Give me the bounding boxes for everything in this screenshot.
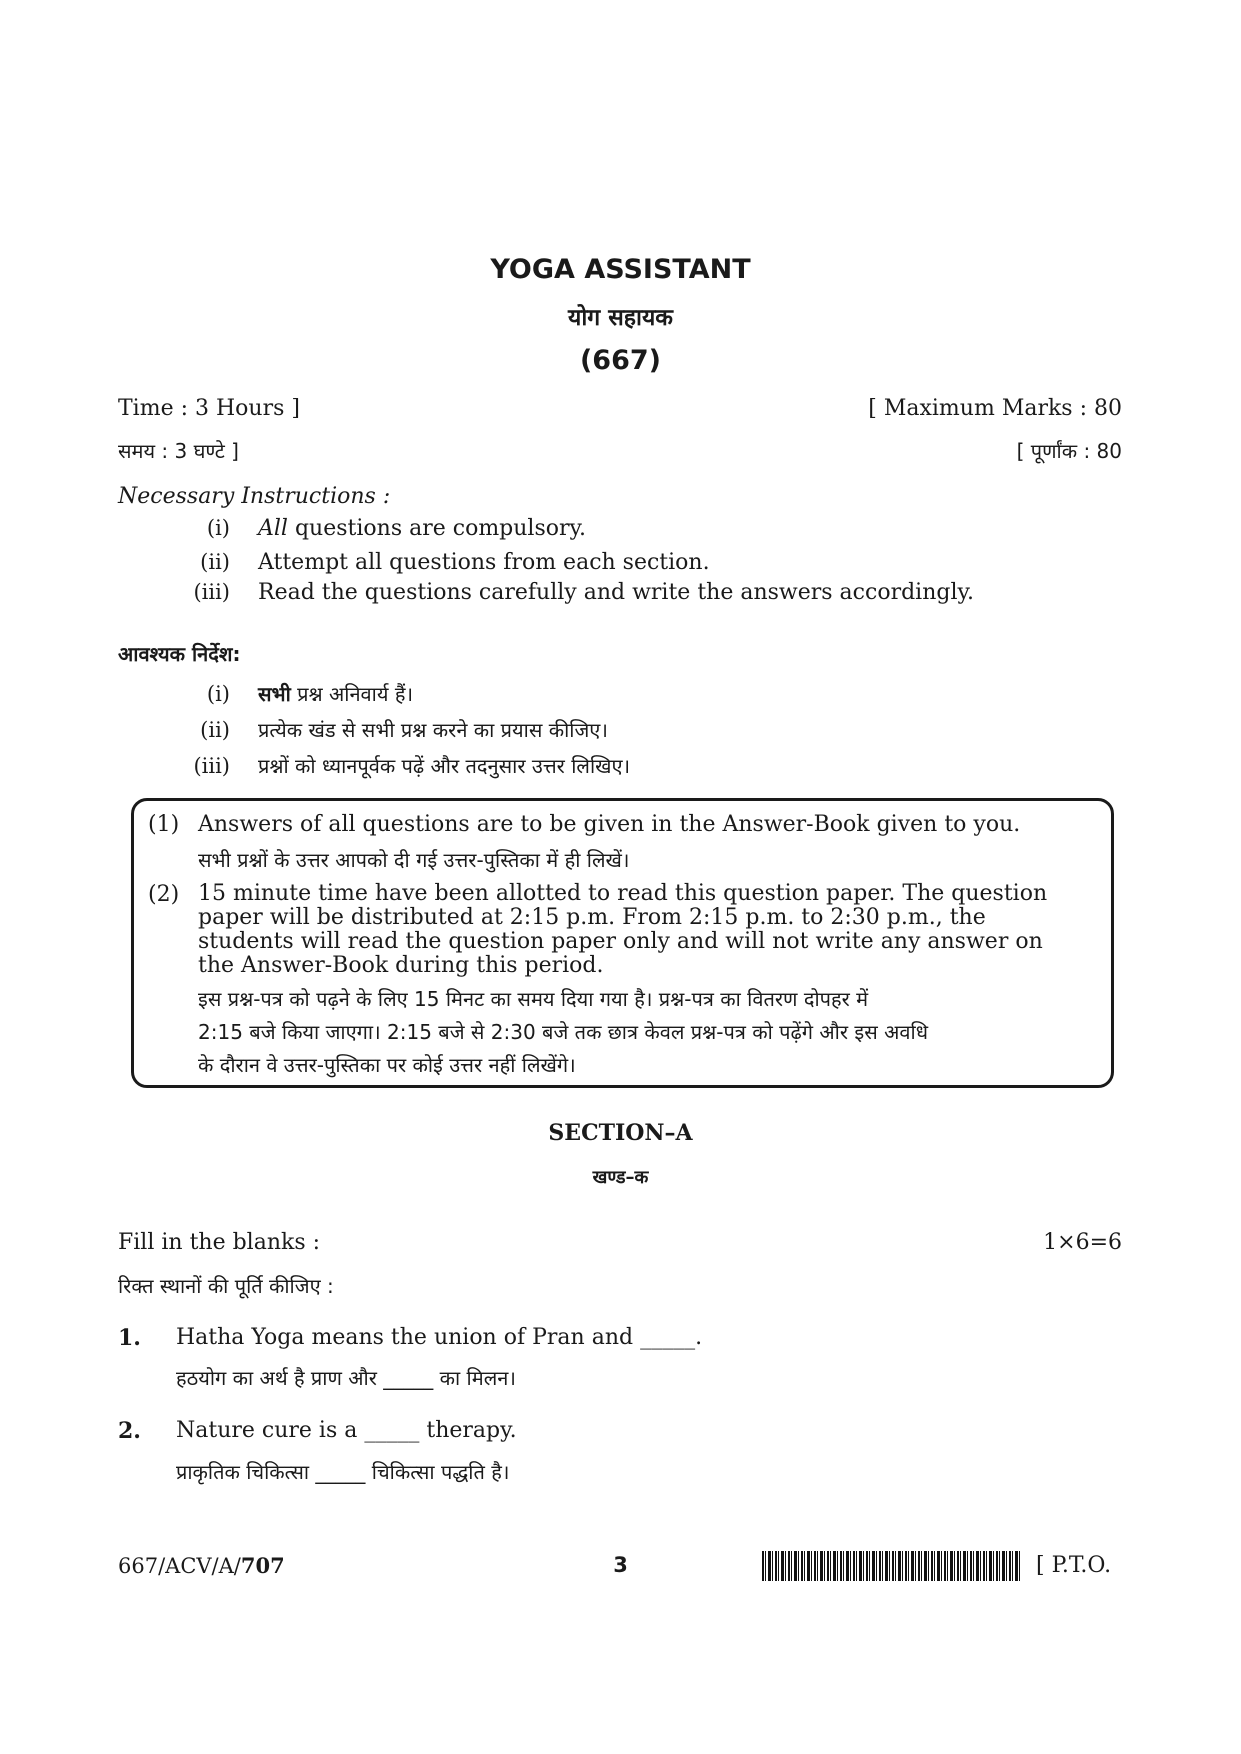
instruction-number: (ii) bbox=[200, 718, 230, 742]
notice-line: paper will be distributed at 2:15 p.m. From 2:15 p.m. to 2:30 p.m., the bbox=[198, 905, 986, 930]
notice-line-hindi: 2:15 बजे किया जाएगा। 2:15 बजे से 2:30 बजे तक छात्र केवल प्रश्न-पत्र को पढ़ेंगे और इस अवधि bbox=[198, 1020, 928, 1044]
notice-line-hindi: के दौरान वे उत्तर-पुस्तिका पर कोई उत्तर नहीं लिखेंगे। bbox=[198, 1053, 576, 1077]
instruction-item bbox=[258, 516, 586, 541]
instruction-emphasis: सभी bbox=[258, 682, 291, 706]
notice-text-hindi: सभी प्रश्नों के उत्तर आपको दी गई उत्तर-पुस्तिका में ही लिखें। bbox=[198, 848, 630, 872]
instruction-number: (i) bbox=[206, 682, 230, 706]
paper-code-prefix: 667/ACV/A/ bbox=[118, 1554, 241, 1578]
instruction-text: प्रश्नों को ध्यानपूर्वक पढ़ें और तदनुसार उत्तर लिखिए। bbox=[258, 754, 631, 778]
instructions-heading: Necessary Instructions : bbox=[118, 484, 391, 509]
paper-code-suffix: 707 bbox=[240, 1553, 285, 1578]
instruction-text: Attempt all questions from each section. bbox=[258, 550, 710, 575]
instruction-emphasis: All bbox=[258, 516, 288, 541]
instructions-heading-hindi: आवश्यक निर्देश: bbox=[118, 642, 241, 666]
section-instruction: Fill in the blanks : bbox=[118, 1230, 321, 1255]
time-english: Time : 3 Hours ] bbox=[118, 396, 300, 421]
paper-title: YOGA ASSISTANT bbox=[490, 254, 751, 285]
section-title-hindi: खण्ड–क bbox=[592, 1167, 649, 1188]
question-number: 1. bbox=[118, 1325, 141, 1351]
instruction-text: Read the questions carefully and write the answers accordingly. bbox=[258, 580, 974, 605]
barcode-icon bbox=[762, 1551, 1020, 1581]
instruction-number: (i) bbox=[206, 516, 230, 540]
max-marks-english: [ Maximum Marks : 80 bbox=[868, 396, 1122, 421]
section-title: SECTION–A bbox=[548, 1120, 693, 1146]
question-text: Nature cure is a _____ therapy. bbox=[176, 1418, 517, 1443]
notice-text: Answers of all questions are to be given in the Answer-Book given to you. bbox=[198, 812, 1021, 837]
subject-code: (667) bbox=[579, 345, 662, 376]
pto-label: [ P.T.O. bbox=[1036, 1553, 1112, 1578]
instruction-text: questions are compulsory. bbox=[294, 516, 587, 541]
question-text: Hatha Yoga means the union of Pran and _____. bbox=[176, 1325, 703, 1350]
paper-title-hindi: योग सहायक bbox=[568, 305, 673, 331]
question-number: 2. bbox=[118, 1418, 141, 1444]
page-number: 3 bbox=[613, 1553, 628, 1577]
notice-number: (2) bbox=[148, 882, 180, 907]
instruction-item-hindi bbox=[258, 680, 413, 707]
instruction-text: प्रश्न अनिवार्य हैं। bbox=[297, 682, 414, 706]
notice-line: the Answer-Book during this period. bbox=[198, 953, 604, 978]
instruction-number: (iii) bbox=[193, 754, 230, 778]
instruction-number: (ii) bbox=[200, 550, 230, 574]
notice-paragraph bbox=[198, 882, 1098, 978]
section-marks: 1×6=6 bbox=[1043, 1230, 1122, 1255]
section-instruction-hindi: रिक्त स्थानों की पूर्ति कीजिए : bbox=[118, 1274, 334, 1298]
time-hindi: समय : 3 घण्टे ] bbox=[118, 439, 239, 463]
notice-line-hindi: इस प्रश्न-पत्र को पढ़ने के लिए 15 मिनट का समय दिया गया है। प्रश्न-पत्र का वितरण दोपहर में bbox=[198, 987, 869, 1011]
notice-line: students will read the question paper only and will not write any answer on bbox=[198, 929, 1043, 954]
instruction-text: प्रत्येक खंड से सभी प्रश्न करने का प्रयास कीजिए। bbox=[258, 718, 608, 742]
notice-number: (1) bbox=[148, 812, 180, 837]
max-marks-hindi: [ पूर्णांक : 80 bbox=[1016, 439, 1122, 463]
notice-line: 15 minute time have been allotted to read this question paper. The question bbox=[198, 881, 1048, 906]
question-text-hindi: हठयोग का अर्थ है प्राण और _____ का मिलन। bbox=[176, 1366, 516, 1390]
instruction-number: (iii) bbox=[193, 580, 230, 604]
question-text-hindi: प्राकृतिक चिकित्सा _____ चिकित्सा पद्धति है। bbox=[176, 1460, 510, 1484]
